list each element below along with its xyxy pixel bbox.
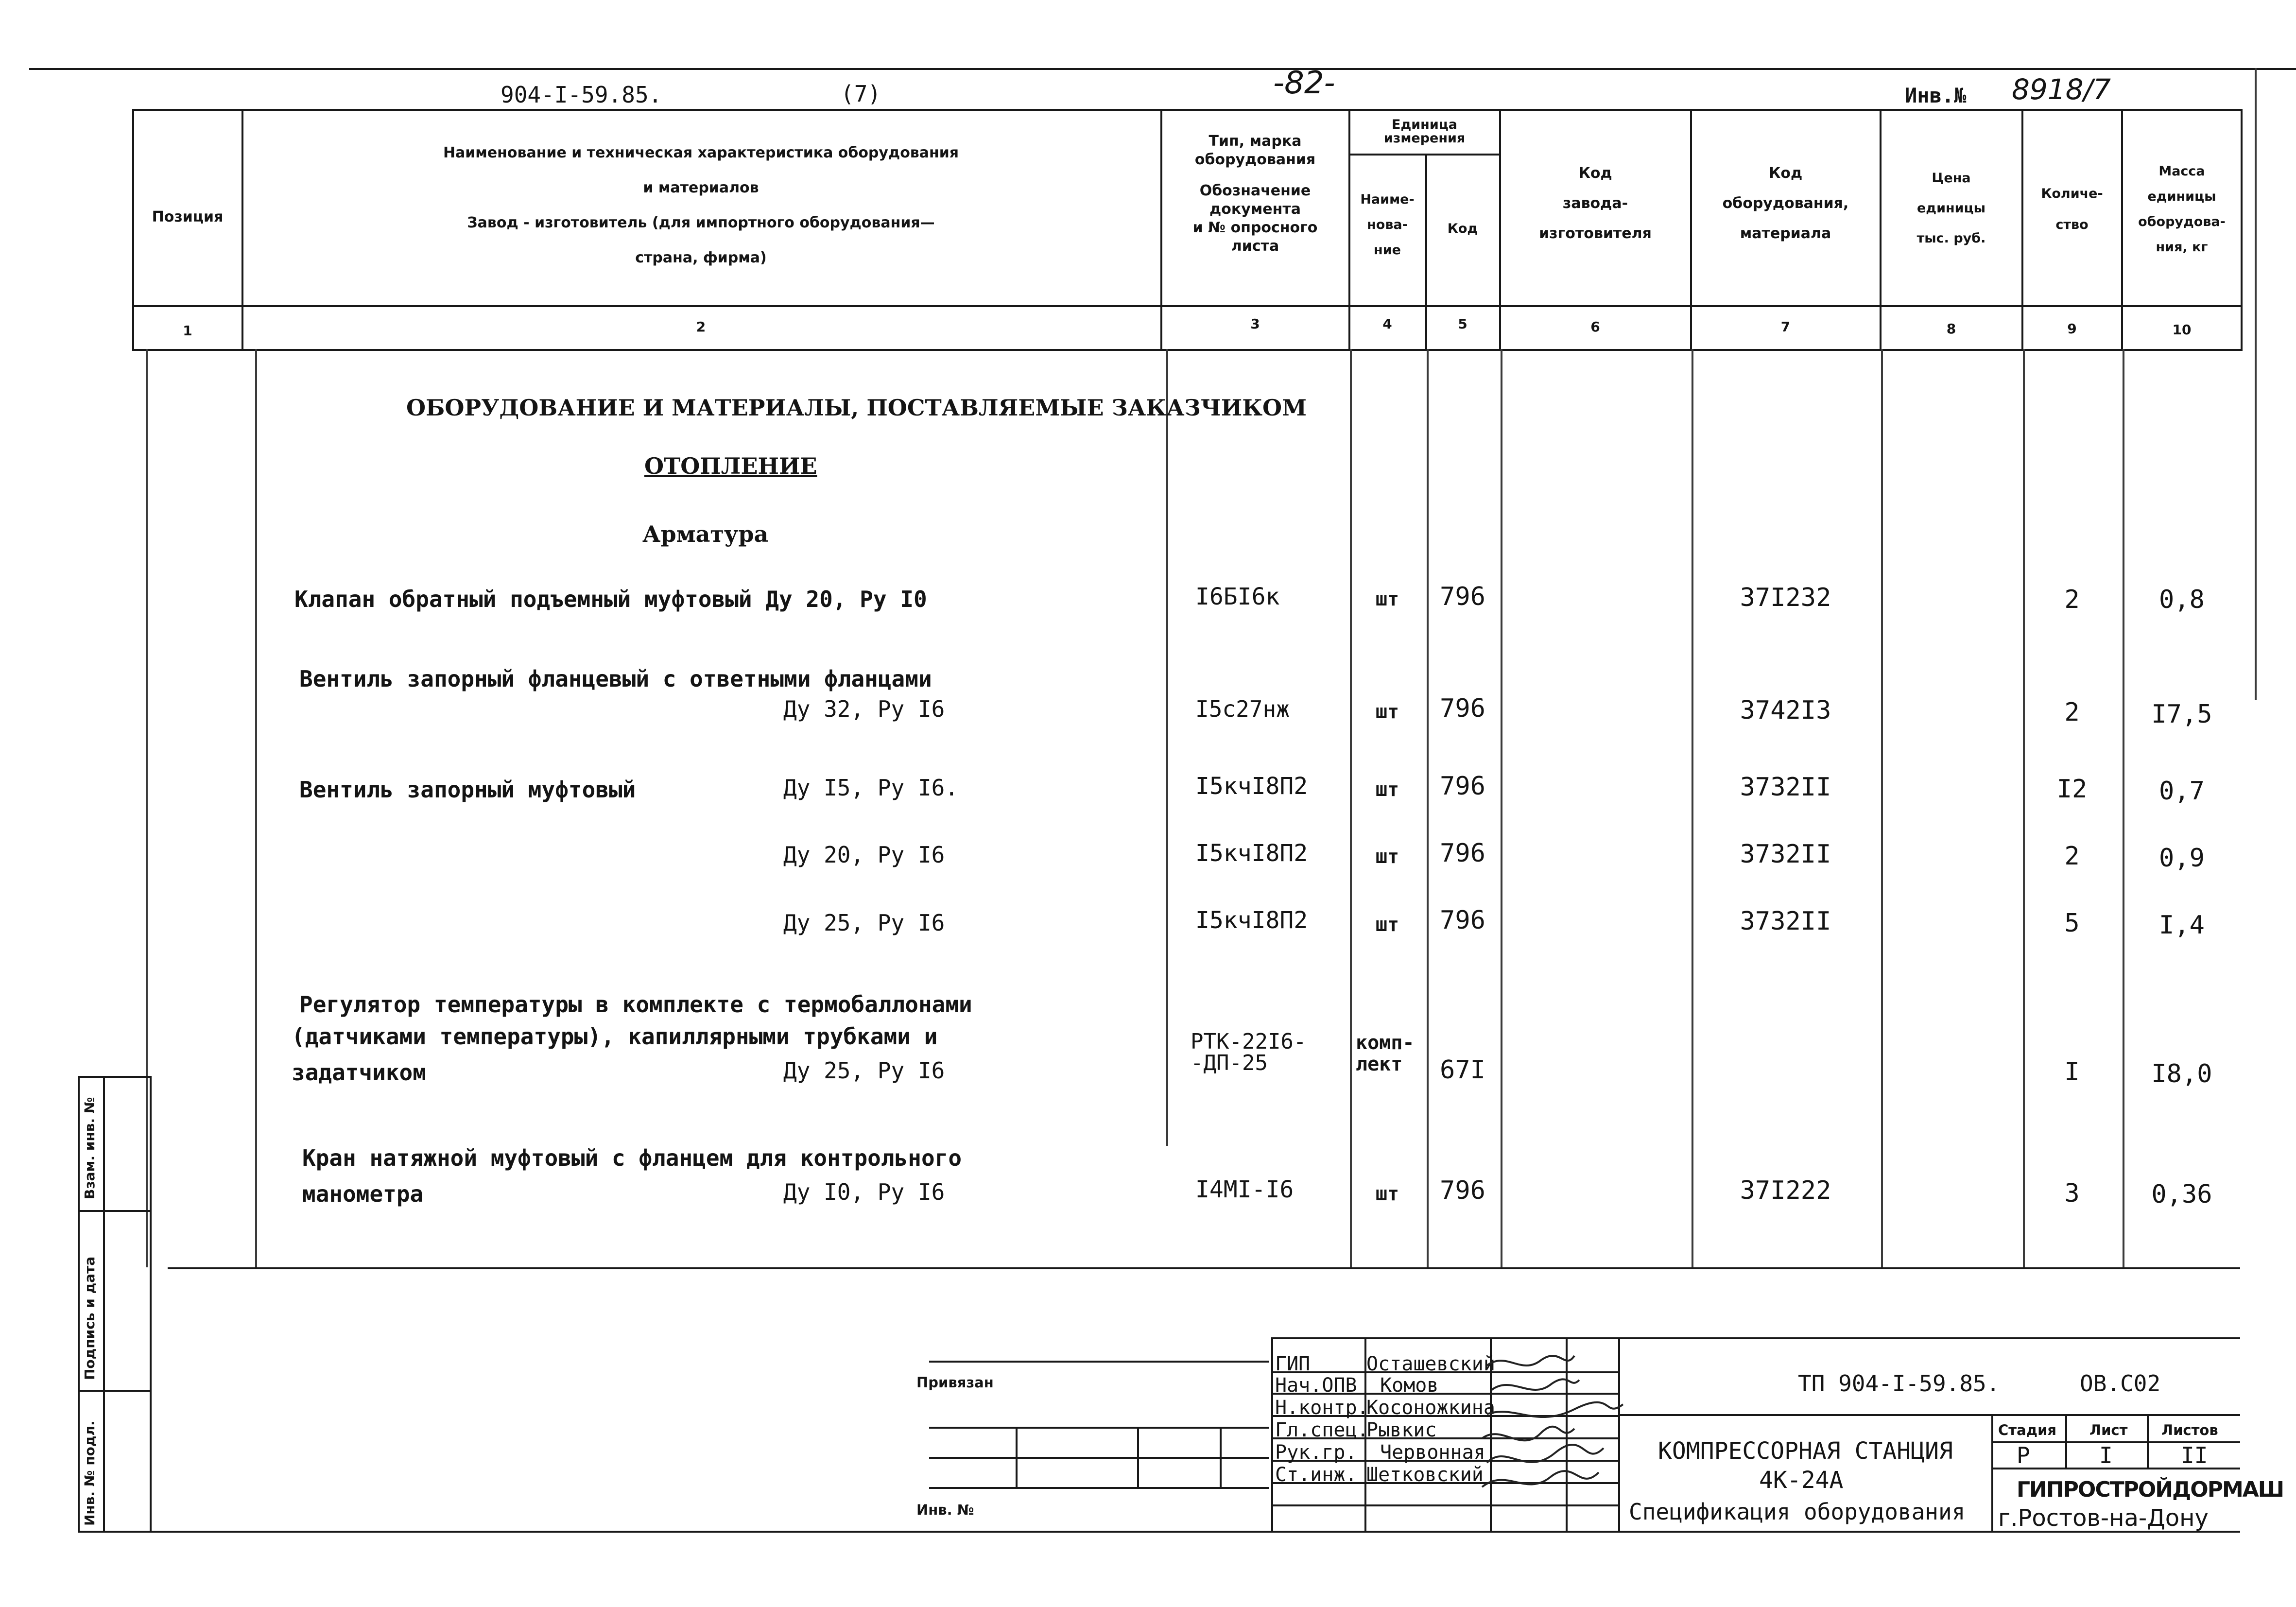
- row4-unit: шт: [1375, 846, 1399, 868]
- tb-org-2: г.Ростов-на-Дону: [1998, 1504, 2209, 1532]
- priv-line-2: [929, 1457, 1269, 1459]
- row1-name: Клапан обратный подъемный муфтовый Ду 20, Ру I0: [294, 586, 927, 612]
- col-header-type-line3: Обозначение: [1199, 182, 1311, 199]
- col-header-qty-line1: Количе-: [2041, 186, 2103, 201]
- priv-vline-3: [1220, 1427, 1222, 1487]
- tb-sheet-label: Лист: [2089, 1422, 2128, 1438]
- row2-name-line2: Ду 32, Ру I6: [783, 696, 945, 722]
- col-header-type-line2: оборудования: [1194, 151, 1316, 168]
- col-header-type-line4: документа: [1209, 201, 1301, 218]
- row5-unit: шт: [1375, 914, 1399, 936]
- body-line-0: [146, 349, 148, 1267]
- col-header-mass-line2: единицы: [2147, 189, 2216, 204]
- row6-unit-line1: комп-: [1356, 1032, 1415, 1054]
- tb-doc-code: ТП 904-I-59.85.: [1798, 1370, 2000, 1397]
- header-bottom-line: [132, 305, 2243, 307]
- col-number-8: 8: [1946, 321, 1956, 337]
- name-2: Комов: [1380, 1374, 1439, 1397]
- col-header-unit-name-line2: нова-: [1367, 217, 1408, 232]
- role-1: ГИП: [1275, 1353, 1311, 1375]
- col-header-price-line2: единицы: [1916, 201, 1986, 216]
- row4-mass: 0,9: [2159, 844, 2205, 873]
- tb-stage-vline-2: [2147, 1414, 2149, 1468]
- col-number-3: 3: [1250, 316, 1260, 332]
- tb-top-line: [1273, 1337, 2240, 1339]
- row7-type: I4МI-I6: [1195, 1176, 1294, 1203]
- col-number-1: 1: [183, 323, 192, 339]
- row6-type: [1191, 1031, 1306, 1074]
- col-number-5: 5: [1458, 316, 1467, 332]
- col-number-2: 2: [696, 319, 706, 335]
- col-number-7: 7: [1780, 319, 1791, 335]
- row6-type-line2: -ДП-25: [1191, 1051, 1268, 1075]
- col-header-plant-line3: изготовителя: [1539, 225, 1652, 242]
- role-5: Рук.гр.: [1275, 1441, 1357, 1464]
- inv-value: 8918/7: [2012, 73, 2111, 106]
- row3-qty: I2: [2056, 775, 2088, 804]
- row2-name-line1: Вентиль запорный фланцевый с ответными фланцами: [299, 666, 932, 692]
- name-1: Осташевский: [1366, 1353, 1495, 1375]
- col-header-mass: [2123, 163, 2241, 256]
- col-header-type-line1: Тип, марка: [1208, 133, 1302, 150]
- col-header-qty: [2023, 186, 2121, 233]
- row3-type: I5кчI8П2: [1195, 773, 1308, 800]
- col-header-plant-code: [1501, 164, 1690, 243]
- row2-qty: 2: [2064, 698, 2080, 727]
- tb-org-1: ГИПРОСТРОЙДОРМАШ: [2017, 1477, 2284, 1502]
- tb-stage-vline-1: [2065, 1414, 2067, 1468]
- tb-stage-value: Р: [2017, 1442, 2030, 1469]
- side-stamp-div1: [78, 1210, 151, 1212]
- row7-unit: шт: [1375, 1183, 1399, 1205]
- top-border-line: [29, 68, 2296, 70]
- side-stamp-orig-inv: Инв. № подл.: [82, 1420, 98, 1526]
- row6-spec: Ду 25, Ру I6: [783, 1057, 945, 1084]
- col-header-name-line1: Наименование и техническая характеристика оборудования: [443, 144, 959, 161]
- col-header-type-line5: и № опросного: [1192, 219, 1318, 236]
- name-6: Шетковский: [1366, 1464, 1484, 1486]
- col-header-equip-line3: материала: [1740, 225, 1831, 242]
- col-header-equip-line1: Код: [1768, 165, 1803, 182]
- row1-unit: шт: [1375, 588, 1399, 610]
- row6-qty: I: [2064, 1057, 2080, 1087]
- name-5: Червонная: [1380, 1441, 1485, 1464]
- row4-equip-code: 3732II: [1740, 840, 1831, 869]
- body-line-4: [1427, 349, 1429, 1267]
- row6-name-line3: задатчиком: [292, 1059, 426, 1086]
- group-title: Арматура: [642, 521, 769, 547]
- col-header-unit-name-line3: ние: [1374, 242, 1401, 258]
- section-title: ОБОРУДОВАНИЕ И МАТЕРИАЛЫ, ПОСТАВЛЯЕМЫЕ ЗАКАЗЧИКОМ: [406, 395, 1307, 421]
- row3-mass: 0,7: [2159, 777, 2205, 806]
- priv-line-top: [929, 1361, 1269, 1363]
- col-header-mass-line4: ния, кг: [2156, 240, 2208, 255]
- tb-stage-label: Стадия: [1998, 1422, 2057, 1438]
- row5-unit-code: 796: [1440, 906, 1485, 935]
- side-stamp-top: [78, 1076, 151, 1078]
- row1-qty: 2: [2064, 585, 2080, 614]
- tb-title-1: КОМПРЕССОРНАЯ СТАНЦИЯ: [1658, 1437, 1953, 1465]
- row5-spec: Ду 25, Ру I6: [783, 910, 945, 936]
- row1-unit-code: 796: [1440, 582, 1485, 611]
- row7-name-line2: манометра: [302, 1181, 424, 1207]
- row6-name-line1: Регулятор температуры в комплекте с термобаллонами: [299, 991, 972, 1018]
- col-header-plant-line1: Код: [1578, 165, 1612, 182]
- row7-name-line1: Кран натяжной муфтовый с фланцем для контрольного: [302, 1145, 962, 1171]
- tb-title-3: Спецификация оборудования: [1629, 1499, 1966, 1525]
- row3-unit-code: 796: [1440, 772, 1485, 801]
- col-number-9: 9: [2067, 321, 2077, 337]
- col-header-unit: [1350, 117, 1499, 147]
- inv-label: Инв.№: [1905, 84, 1967, 107]
- side-stamp-inner-line: [103, 1076, 105, 1533]
- row6-mass: I8,0: [2151, 1059, 2212, 1089]
- col-header-price-line1: Цена: [1932, 171, 1971, 186]
- col-header-position: Позиция: [152, 208, 224, 225]
- col-header-name: [243, 144, 1159, 267]
- row1-mass: 0,8: [2159, 585, 2205, 614]
- role-3: Н.контр.: [1275, 1397, 1369, 1419]
- col-header-unit-name-line1: Наиме-: [1360, 192, 1415, 207]
- priv-vline-2: [1137, 1427, 1139, 1487]
- row3-name: Вентиль запорный муфтовый: [299, 777, 636, 803]
- role-2: Нач.ОПВ: [1275, 1374, 1357, 1397]
- body-line-6: [1692, 349, 1693, 1267]
- tb-right-vline: [1991, 1414, 1993, 1531]
- row7-mass: 0,36: [2151, 1180, 2212, 1209]
- col-header-unit-code: Код: [1447, 221, 1478, 236]
- tb-sheets-label: Листов: [2161, 1422, 2218, 1438]
- col-header-plant-line2: завода-: [1562, 195, 1628, 212]
- row5-mass: I,4: [2159, 911, 2205, 940]
- unit-subheader-line: [1348, 154, 1499, 156]
- body-line-1: [255, 349, 257, 1267]
- table-top-line: [132, 109, 2243, 111]
- tb-title-2: 4К-24А: [1759, 1467, 1844, 1494]
- row6-unit: [1356, 1032, 1414, 1075]
- col-header-price: [1882, 170, 2021, 247]
- col-header-unit-name: [1350, 191, 1424, 259]
- row2-mass: I7,5: [2151, 700, 2212, 729]
- tb-sheet-code: ОВ.С02: [2080, 1370, 2161, 1397]
- body-line-8: [2023, 349, 2025, 1267]
- body-line-7: [1881, 349, 1883, 1267]
- col-header-name-line3: Завод - изготовитель (для импортного оборудования—: [467, 214, 935, 231]
- row1-type: I6БI6к: [1195, 583, 1280, 610]
- col-header-mass-line1: Масса: [2158, 164, 2205, 179]
- row2-unit: шт: [1375, 701, 1399, 723]
- row6-type-line1: РТК-22I6-: [1191, 1029, 1307, 1054]
- row2-type: I5c27нж: [1195, 696, 1290, 722]
- col-number-4: 4: [1382, 316, 1392, 332]
- body-line-3: [1350, 349, 1352, 1267]
- side-stamp-right-line: [150, 1076, 152, 1533]
- tb-sheet-value: I: [2099, 1442, 2113, 1469]
- side-stamp-div2: [78, 1390, 151, 1392]
- row6-unit-line2: лект: [1356, 1053, 1403, 1075]
- row7-qty: 3: [2064, 1179, 2080, 1208]
- row5-type: I5кчI8П2: [1195, 907, 1308, 934]
- col-header-mass-line3: оборудова-: [2138, 214, 2226, 229]
- page-number: -82-: [1273, 65, 1335, 101]
- body-line-5: [1501, 349, 1502, 1267]
- col-header-price-line3: тыс. руб.: [1916, 231, 1986, 246]
- col-header-equip-code: [1692, 164, 1879, 243]
- col-line-0: [132, 109, 134, 349]
- bottom-frame-line: [78, 1531, 2240, 1533]
- col-header-qty-line2: ство: [2055, 217, 2089, 232]
- inv-no-label: Инв. №: [916, 1502, 974, 1518]
- row7-equip-code: 37I222: [1740, 1176, 1831, 1205]
- row3-unit: шт: [1375, 778, 1399, 801]
- row4-type: I5кчI8П2: [1195, 840, 1308, 867]
- side-stamp-signature-date: Подпись и дата: [82, 1256, 98, 1380]
- row4-spec: Ду 20, Ру I6: [783, 842, 945, 868]
- col-header-unit-line2: измерения: [1383, 131, 1466, 146]
- role-4: Гл.спец.: [1275, 1419, 1369, 1441]
- row6-name-line2: (датчиками температуры), капиллярными трубками и: [292, 1023, 938, 1050]
- col-header-unit-line1: Единица: [1392, 117, 1457, 132]
- name-4: Рывкис: [1366, 1419, 1437, 1441]
- col-header-type: [1162, 132, 1348, 256]
- row5-qty: 5: [2064, 909, 2080, 938]
- col-number-6: 6: [1590, 319, 1600, 335]
- name-3: Косоножкина: [1366, 1397, 1495, 1419]
- side-stamp-outer-line: [78, 1076, 80, 1533]
- tb-sheets-value: II: [2181, 1442, 2208, 1469]
- row5-equip-code: 3732II: [1740, 907, 1831, 936]
- body-line-10: [2255, 68, 2257, 700]
- row6-unit-code: 67I: [1440, 1055, 1485, 1085]
- row1-equip-code: 37I232: [1740, 583, 1831, 612]
- signatures-drawing: [1477, 1346, 1701, 1506]
- row7-spec: Ду I0, Ру I6: [783, 1179, 945, 1205]
- priv-line-1: [929, 1427, 1269, 1429]
- row2-equip-code: 3742I3: [1740, 696, 1831, 725]
- role-6: Ст.инж.: [1275, 1464, 1357, 1486]
- table-bottom-line: [168, 1267, 2240, 1269]
- body-line-2: [1166, 349, 1168, 1146]
- side-stamp-replace-inv: Взам. инв. №: [82, 1097, 98, 1199]
- priv-vline-1: [1016, 1427, 1018, 1487]
- col-header-equip-line2: оборудования,: [1722, 195, 1849, 212]
- col-header-name-line2: и материалов: [643, 179, 759, 196]
- row2-unit-code: 796: [1440, 694, 1485, 723]
- sig-vline-0: [1271, 1337, 1273, 1531]
- doc-code: 904-I-59.85.: [501, 82, 662, 108]
- privyazan-label: Привязан: [916, 1374, 994, 1391]
- part-number: (7): [841, 81, 881, 107]
- row7-unit-code: 796: [1440, 1176, 1485, 1205]
- row3-spec: Ду I5, Ру I6.: [783, 775, 959, 801]
- col-number-10: 10: [2172, 322, 2192, 338]
- row4-unit-code: 796: [1440, 839, 1485, 868]
- priv-line-3: [929, 1487, 1269, 1489]
- col-header-name-line4: страна, фирма): [635, 249, 767, 266]
- col-header-type-line6: листа: [1231, 238, 1279, 255]
- row3-equip-code: 3732II: [1740, 773, 1831, 802]
- section-subtitle: ОТОПЛЕНИЕ: [644, 453, 817, 479]
- col-line-10: [2241, 109, 2243, 349]
- body-line-9: [2123, 349, 2124, 1267]
- row4-qty: 2: [2064, 842, 2080, 871]
- colnum-bottom-line: [132, 349, 2243, 351]
